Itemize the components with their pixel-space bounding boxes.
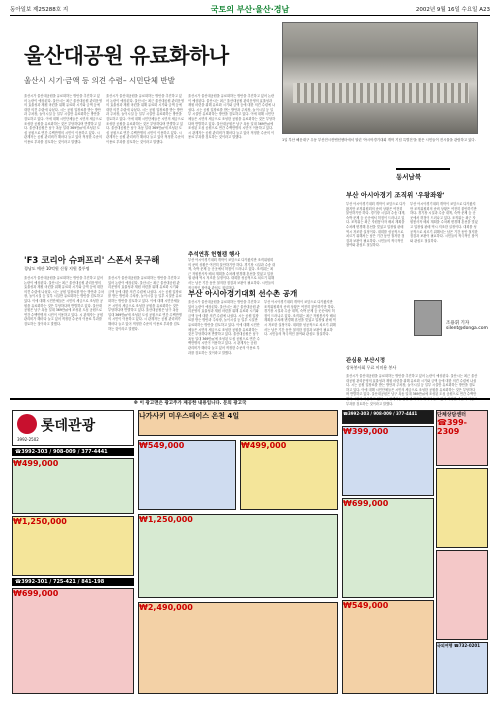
story-f3-title: 'F3 코리아 슈퍼프리' 스폰서 못구해 bbox=[24, 256, 160, 266]
photo-caption: 1일 부산 해운대구 우동 부산전시컨벤션센터에서 열린 '아시아경기대회 개막 기념 특별전'을 찾은 시민들이 전시물을 관람하고 있다. bbox=[282, 138, 476, 142]
reporter-name-text: 조용휘 기자 bbox=[446, 321, 470, 326]
group-consult-phone: ☎399-2309 bbox=[437, 418, 467, 436]
tour-ad-3[interactable] bbox=[12, 588, 134, 694]
tour-ad-4[interactable] bbox=[138, 440, 236, 510]
lead-headline: 울산대공원 유료화하나 bbox=[24, 43, 229, 68]
news-photo bbox=[282, 22, 478, 134]
column-label bbox=[396, 168, 450, 181]
column-body-col2: 부산 아시아경기대회 개막이 코앞으로 다가왔지만 조직위원회의 준비 상황은 여전히 불안하기만 하다. 경기장 시설과 수송 대책, 숙박 문제 등 곳곳에서 허점이 드러나고 있다. 조직위는 최근 자원봉사자 배치 계획을 수차례 변경해 혼선을 빚었고 입장권 판매 역시 저조한 실정이다. 대회를 성공적으로 치르기 위해서는 남은 기간 동안 철저한 점검과 보완이 필요하다. 시민들의 적극적인 참여와 관심도 절실하다. bbox=[410, 202, 478, 243]
column-label-bar bbox=[396, 168, 450, 170]
paper-issue: 동아일보 제25288호 지 bbox=[10, 7, 69, 13]
bottom-tour-ad[interactable] bbox=[436, 642, 488, 694]
story-f3-body: 울산시가 울산대공원을 유료화하는 방안을 추진하고 있어 논란이 예상된다. 울산시는 최근 울산대공원 관리운영의 효율성과 재원 마련을 위해 유료화 시기와 금액 등에 대한 의견 수렴에 나섰다. 시는 공원 입장료를 받는 방안과 주차장, 놀이시설 등 일부 시설만 유료화하는 방안을 검토하고 있다. 이에 대해 시민단체들은 시민의 세금으로 조성한 공원을 유료화하는 것은 부당하다며 반발하고 있다. 울산대공원은 남구 옥동 일대 369만㎡에 조성된 도심 공원으로 연간 수백만명의 시민이 이용하고 있다. 시 관계자는 공원 관리비가 해마다 늘고 있어 적정한 수준의 이용료 부과를 검토하는 것이라고 말했다. bbox=[24, 276, 104, 326]
lead-body-col3: 울산시가 울산대공원을 유료화하는 방안을 추진하고 있어 논란이 예상된다. 울산시는 최근 울산대공원 관리운영의 효율성과 재원 마련을 위해 유료화 시기와 금액 등에 대한 의견 수렴에 나섰다. 시는 공원 입장료를 받는 방안과 주차장, 놀이시설 등 일부 시설만 유료화하는 방안을 검토하고 있다. 이에 대해 시민단체들은 시민의 세금으로 조성한 공원을 유료화하는 것은 부당하다며 반발하고 있다. 울산대공원은 남구 옥동 일대 369만㎡에 조성된 도심 공원으로 연간 수백만명의 시민이 이용하고 있다. 시 관계자는 공원 관리비가 해마다 늘고 있어 적정한 수준의 이용료 부과를 검토하는 것이라고 말했다. bbox=[188, 94, 276, 140]
reporter-name bbox=[446, 320, 488, 331]
banner-ad-1-title: 나가사키 미우스테이스 온천 4일 bbox=[139, 412, 240, 420]
tour-ad-2[interactable] bbox=[12, 516, 134, 576]
masthead bbox=[10, 3, 490, 15]
tour-ad-8[interactable] bbox=[342, 426, 434, 496]
tour-ad-8-price: ₩399,000 bbox=[343, 427, 389, 436]
group-consult-ad[interactable] bbox=[436, 410, 488, 466]
lotte-phone: 3992-2502 bbox=[17, 437, 39, 442]
tour-ad-3-price: ₩699,000 bbox=[13, 589, 59, 598]
ad-notice: ※ 이 광고면은 광고주가 제공한 내용입니다. 문의 광고국 bbox=[133, 401, 247, 406]
story-village-body-1: 울산시가 울산대공원을 유료화하는 방안을 추진하고 있어 논란이 예상된다. 울산시는 최근 울산대공원 관리운영의 효율성과 재원 마련을 위해 유료화 시기와 금액 등에 대한 의견 수렴에 나섰다. 시는 공원 입장료를 받는 방안과 주차장, 놀이시설 등 일부 시설만 유료화하는 방안을 검토하고 있다. 이에 대해 시민단체들은 시민의 세금으로 조성한 공원을 유료화하는 것은 부당하다며 반발하고 있다. 울산대공원은 남구 옥동 일대 369만㎡에 조성된 도심 공원으로 연간 수백만명의 시민이 이용하고 있다. 시 관계자는 공원 관리비가 해마다 늘고 있어 적정한 수준의 이용료 부과를 검토하는 것이라고 말했다. bbox=[188, 300, 260, 355]
tour-ad-12[interactable] bbox=[342, 600, 434, 694]
lead-body-col2: 울산시가 울산대공원을 유료화하는 방안을 추진하고 있어 논란이 예상된다. 울산시는 최근 울산대공원 관리운영의 효율성과 재원 마련을 위해 유료화 시기와 금액 등에 대한 의견 수렴에 나섰다. 시는 공원 입장료를 받는 방안과 주차장, 놀이시설 등 일부 시설만 유료화하는 방안을 검토하고 있다. 이에 대해 시민단체들은 시민의 세금으로 조성한 공원을 유료화하는 것은 부당하다며 반발하고 있다. 울산대공원은 남구 옥동 일대 369만㎡에 조성된 도심 공원으로 연간 수백만명의 시민이 이용하고 있다. 시 관계자는 공원 관리비가 해마다 늘고 있어 적정한 수준의 이용료 부과를 검토하는 것이라고 말했다. bbox=[106, 94, 184, 144]
tour-ad-5[interactable] bbox=[240, 440, 338, 510]
banner-ad-1[interactable] bbox=[138, 410, 338, 436]
section-name: 국토의 부산·울산·경남 bbox=[210, 4, 290, 14]
story-civic-sub: 상록봉사회 무료 이미용 봉사 bbox=[346, 365, 397, 370]
tour-ad-10[interactable] bbox=[342, 498, 434, 598]
ad-phone-bar-1: ☎3992-303 / 908-009 / 377-4441 bbox=[12, 448, 134, 456]
lead-subhead: 울산시 시기·금액 등 의견 수렴– 시민단체 반발 bbox=[24, 76, 175, 85]
tour-ad-1[interactable] bbox=[12, 458, 134, 514]
story-civic-title: 관심용 부산시정 bbox=[346, 358, 386, 364]
bottom-tour-ad-text: 국외여행 ☎732-0201 bbox=[437, 643, 480, 648]
tour-ad-5-price: ₩499,000 bbox=[241, 441, 287, 450]
story-f3-body-2: 울산시가 울산대공원을 유료화하는 방안을 추진하고 있어 논란이 예상된다. 울산시는 최근 울산대공원 관리운영의 효율성과 재원 마련을 위해 유료화 시기와 금액 등에 대한 의견 수렴에 나섰다. 시는 공원 입장료를 받는 방안과 주차장, 놀이시설 등 일부 시설만 유료화하는 방안을 검토하고 있다. 이에 대해 시민단체들은 시민의 세금으로 조성한 공원을 유료화하는 것은 부당하다며 반발하고 있다. 울산대공원은 남구 옥동 일대 369만㎡에 조성된 도심 공원으로 연간 수백만명의 시민이 이용하고 있다. 시 관계자는 공원 관리비가 해마다 늘고 있어 적정한 수준의 이용료 부과를 검토하는 것이라고 말했다. bbox=[108, 276, 182, 331]
reporter-email: silent@donga.com bbox=[446, 326, 488, 331]
tour-ad-6-price: ₩1,250,000 bbox=[139, 515, 193, 524]
tour-ad-4-price: ₩549,000 bbox=[139, 441, 185, 450]
column-title: 부산 아시아경기 조직위 '우왕좌왕' bbox=[346, 191, 445, 199]
ad-phone-box-text: ☎3992-303 / 908-009 / 377-4441 bbox=[343, 411, 418, 416]
masthead-rule bbox=[10, 15, 490, 16]
tour-ad-6[interactable] bbox=[138, 514, 338, 598]
lotte-title: 롯데관광 bbox=[41, 418, 96, 434]
tour-ad-1-price: ₩499,000 bbox=[13, 459, 59, 468]
story-village-body-2: 부산 아시아경기대회 개막이 코앞으로 다가왔지만 조직위원회의 준비 상황은 여전히 불안하기만 하다. 경기장 시설과 수송 대책, 숙박 문제 등 곳곳에서 허점이 드러나고 있다. 조직위는 최근 자원봉사자 배치 계획을 수차례 변경해 혼선을 빚었고 입장권 판매 역시 저조한 실정이다. 대회를 성공적으로 치르기 위해서는 남은 기간 동안 철저한 점검과 보완이 필요하다. 시민들의 적극적인 참여와 관심도 절실하다. bbox=[264, 300, 336, 337]
reporter-photo bbox=[414, 300, 442, 336]
lotte-tour-ad[interactable] bbox=[12, 410, 134, 446]
story-f3-sub: 경남도 예산 10억원 신청 지원 불투명 bbox=[24, 266, 90, 271]
column-label-text: 동서남북 bbox=[396, 173, 422, 181]
lead-body-col1: 울산시가 울산대공원을 유료화하는 방안을 추진하고 있어 논란이 예상된다. 울산시는 최근 울산대공원 관리운영의 효율성과 재원 마련을 위해 유료화 시기와 금액 등에 대한 의견 수렴에 나섰다. 시는 공원 입장료를 받는 방안과 주차장, 놀이시설 등 일부 시설만 유료화하는 방안을 검토하고 있다. 이에 대해 시민단체들은 시민의 세금으로 조성한 공원을 유료화하는 것은 부당하다며 반발하고 있다. 울산대공원은 남구 옥동 일대 369만㎡에 조성된 도심 공원으로 연간 수백만명의 시민이 이용하고 있다. 시 관계자는 공원 관리비가 해마다 늘고 있어 적정한 수준의 이용료 부과를 검토하는 것이라고 말했다. bbox=[24, 94, 102, 144]
lotte-logo-icon bbox=[17, 414, 37, 434]
tour-ad-7-price: ₩2,490,000 bbox=[139, 603, 193, 612]
story-blood-body: 부산 아시아경기대회 개막이 코앞으로 다가왔지만 조직위원회의 준비 상황은 여전히 불안하기만 하다. 경기장 시설과 수송 대책, 숙박 문제 등 곳곳에서 허점이 드러나고 있다. 조직위는 최근 자원봉사자 배치 계획을 수차례 변경해 혼선을 빚었고 입장권 판매 역시 저조한 실정이다. 대회를 성공적으로 치르기 위해서는 남은 기간 동안 철저한 점검과 보완이 필요하다. 시민들의 적극적인 참여와 관심도 절실하다. bbox=[188, 258, 276, 290]
tour-ad-2-price: ₩1,250,000 bbox=[13, 517, 67, 526]
tour-ad-12-price: ₩549,000 bbox=[343, 601, 389, 610]
tour-ad-10-price: ₩699,000 bbox=[343, 499, 389, 508]
page-date: 2002년 9월 16일 수요일 A23 bbox=[415, 7, 490, 13]
column-body-col1: 부산 아시아경기대회 개막이 코앞으로 다가왔지만 조직위원회의 준비 상황은 여전히 불안하기만 하다. 경기장 시설과 수송 대책, 숙박 문제 등 곳곳에서 허점이 드러나고 있다. 조직위는 최근 자원봉사자 배치 계획을 수차례 변경해 혼선을 빚었고 입장권 판매 역시 저조한 실정이다. 대회를 성공적으로 치르기 위해서는 남은 기간 동안 철저한 점검과 보완이 필요하다. 시민들의 적극적인 참여와 관심도 절실하다. bbox=[346, 202, 406, 248]
tour-ad-7[interactable] bbox=[138, 602, 338, 694]
ad-phone-box[interactable] bbox=[342, 410, 434, 424]
ad-phone-bar-2: ☎3992-301 / 725-421 / 841-198 bbox=[12, 578, 134, 586]
tour-ad-9[interactable] bbox=[436, 468, 488, 548]
story-blood-title: 추석연휴 헌혈캠 행사 bbox=[188, 252, 240, 258]
tour-ad-11[interactable] bbox=[436, 550, 488, 640]
story-village-title: 부산 아시아경기대회 선수촌 공개 bbox=[188, 289, 298, 298]
story-civic-body: 울산시가 울산대공원을 유료화하는 방안을 추진하고 있어 논란이 예상된다. 울산시는 최근 울산대공원 관리운영의 효율성과 재원 마련을 위해 유료화 시기와 금액 등에 대한 의견 수렴에 나섰다. 시는 공원 입장료를 받는 방안과 주차장, 놀이시설 등 일부 시설만 유료화하는 방안을 검토하고 있다. 이에 대해 시민단체들은 시민의 세금으로 조성한 공원을 유료화하는 것은 부당하다며 반발하고 있다. 울산대공원은 남구 옥동 일대 369만㎡에 조성된 도심 공원으로 연간 수백만명의 시민이 이용하고 있다. 시 관계자는 공원 관리비가 해마다 늘고 있어 적정한 수준의 이용료 부과를 검토하는 것이라고 말했다. bbox=[346, 374, 478, 406]
group-consult-title: 단체상담센터 bbox=[437, 412, 466, 418]
